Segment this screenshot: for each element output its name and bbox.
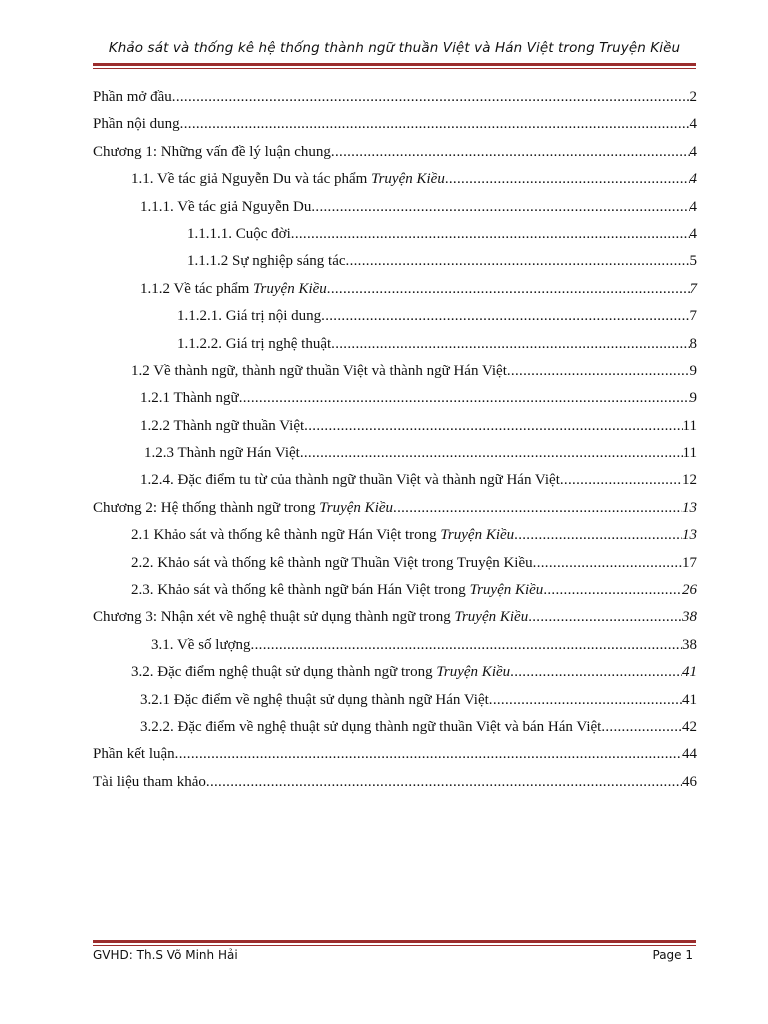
toc-entry-1-1-1-1[interactable] [93, 221, 697, 248]
toc-entry-label: 2.2. Khảo sát và thống kê thành ngữ Thuần Việt trong Truyện Kiều [131, 554, 533, 571]
toc-page-number: 44 [682, 746, 697, 763]
toc-page-number: 13 [682, 527, 697, 544]
toc-entry-label: 1.2.4. Đặc điểm tu từ của thành ngữ thuần Việt và thành ngữ Hán Việt [140, 472, 560, 489]
toc-leader-dots [172, 84, 690, 111]
toc-leader-dots [291, 221, 690, 248]
toc-entry-chuong-3[interactable] [93, 604, 697, 631]
toc-entry-label: 1.1.2 Về tác phẩm Truyện Kiều [140, 280, 327, 297]
toc-entry-label: 2.1 Khảo sát và thống kê thành ngữ Hán Việt trong Truyện Kiều [131, 527, 515, 544]
footer-page-number: Page 1 [652, 948, 693, 962]
toc-entry-phan-ket-luan[interactable] [93, 741, 697, 768]
toc-leader-dots [346, 248, 690, 275]
toc-page-number: 12 [682, 472, 697, 489]
toc-page-number: 7 [689, 280, 697, 297]
toc-page-number: 4 [689, 171, 697, 188]
toc-page-number: 41 [682, 664, 697, 681]
toc-entry-1-1-1-2[interactable] [93, 248, 697, 275]
toc-leader-dots [311, 194, 689, 221]
toc-leader-dots [445, 166, 690, 193]
toc-entry-label: 1.2.1 Thành ngữ [140, 390, 239, 407]
toc-leader-dots [206, 769, 682, 796]
toc-entry-2-3[interactable] [93, 577, 697, 604]
toc-leader-dots [251, 632, 682, 659]
toc-page-number: 26 [682, 582, 697, 599]
toc-leader-dots [543, 577, 682, 604]
toc-entry-label: Chương 2: Hệ thống thành ngữ trong Truyện Kiều [93, 499, 394, 516]
header-rule [93, 63, 696, 69]
toc-entry-label: 3.2.1 Đặc điểm về nghệ thuật sử dụng thành ngữ Hán Việt [140, 691, 489, 708]
toc-entry-1-2-3[interactable] [93, 440, 697, 467]
footer-advisor: GVHD: Th.S Võ Minh Hải [93, 948, 238, 962]
toc-entry-label: Phần nội dung [93, 116, 180, 133]
toc-page-number: 46 [682, 773, 697, 790]
toc-page-number: 4 [689, 116, 697, 133]
toc-entry-1-2-1[interactable] [93, 385, 697, 412]
toc-leader-dots [560, 467, 682, 494]
toc-entry-1-1-2-1[interactable] [93, 303, 697, 330]
toc-leader-dots [331, 331, 689, 358]
toc-entry-chuong-2[interactable] [93, 495, 697, 522]
toc-entry-label: 1.2.2 Thành ngữ thuần Việt [140, 417, 305, 434]
toc-page-number: 4 [689, 143, 697, 160]
toc-entry-label: 1.1.1.1. Cuộc đời [187, 225, 291, 242]
toc-leader-dots [510, 659, 682, 686]
toc-entry-3-2[interactable] [93, 659, 697, 686]
toc-entry-1-2-2[interactable] [93, 413, 697, 440]
toc-leader-dots [239, 385, 690, 412]
toc-leader-dots [514, 522, 682, 549]
toc-entry-label: 3.1. Về số lượng [151, 636, 251, 653]
toc-page-number: 13 [682, 499, 697, 516]
toc-page-number: 11 [682, 417, 697, 434]
toc-entry-1-2[interactable] [93, 358, 697, 385]
toc-leader-dots [507, 358, 690, 385]
toc-page-number: 41 [682, 691, 697, 708]
toc-entry-label: Phần kết luận [93, 746, 175, 763]
toc-page-number: 9 [689, 362, 697, 379]
toc-leader-dots [393, 495, 682, 522]
toc-entry-label: 2.3. Khảo sát và thống kê thành ngữ bán Hán Việt trong Truyện Kiều [131, 582, 544, 599]
toc-leader-dots [601, 714, 682, 741]
table-of-contents [93, 84, 697, 796]
toc-leader-dots [331, 139, 690, 166]
footer-rule [93, 940, 696, 946]
toc-entry-label: Phần mở đầu [93, 89, 172, 105]
toc-entry-label: 3.2.2. Đặc điểm về nghệ thuật sử dụng thành ngữ thuần Việt và bán Hán Việt [140, 718, 602, 735]
toc-leader-dots [528, 604, 682, 631]
toc-leader-dots [180, 111, 690, 138]
toc-leader-dots [304, 413, 682, 440]
toc-leader-dots [489, 687, 682, 714]
toc-entry-label: 1.1.1. Về tác giả Nguyễn Du [140, 198, 312, 215]
toc-page-number: 42 [682, 718, 697, 735]
toc-leader-dots [321, 303, 689, 330]
toc-page-number: 7 [689, 308, 697, 325]
toc-entry-1-2-4[interactable] [93, 467, 697, 494]
page-header-title: Khảo sát và thống kê hệ thống thành ngữ thuần Việt và Hán Việt trong Truyện Kiều [108, 40, 681, 56]
toc-entry-tai-lieu-tham-khao[interactable] [93, 769, 697, 796]
toc-page-number: 38 [682, 609, 697, 626]
toc-entry-3-1[interactable] [93, 632, 697, 659]
toc-entry-label: 1.2 Về thành ngữ, thành ngữ thuần Việt và thành ngữ Hán Việt [131, 362, 507, 379]
toc-entry-label: 1.1.1.2 Sự nghiệp sáng tác [187, 253, 346, 270]
toc-entry-phan-mo-dau[interactable] [93, 84, 697, 111]
toc-entry-label: 1.1. Về tác giả Nguyễn Du và tác phẩm Truyện Kiều [131, 171, 445, 188]
toc-entry-phan-noi-dung[interactable] [93, 111, 697, 138]
toc-entry-chuong-1[interactable] [93, 139, 697, 166]
toc-page-number: 38 [682, 636, 697, 653]
toc-page-number: 17 [682, 554, 697, 571]
toc-entry-2-2[interactable] [93, 550, 697, 577]
toc-entry-2-1[interactable] [93, 522, 697, 549]
toc-page-number: 4 [689, 198, 697, 215]
toc-entry-label: 1.1.2.1. Giá trị nội dung [177, 308, 322, 325]
toc-entry-label: Chương 3: Nhận xét về nghệ thuật sử dụng thành ngữ trong Truyện Kiều [93, 609, 529, 626]
toc-entry-label: Tài liệu tham khảo [93, 773, 206, 790]
toc-leader-dots [175, 741, 682, 768]
toc-entry-label: 1.1.2.2. Giá trị nghệ thuật [177, 335, 332, 352]
toc-entry-1-1-2-2[interactable] [93, 331, 697, 358]
toc-entry-1-1[interactable] [93, 166, 697, 193]
toc-leader-dots [300, 440, 683, 467]
toc-entry-3-2-1[interactable] [93, 687, 697, 714]
toc-page-number: 8 [689, 335, 697, 352]
toc-page-number: 9 [689, 390, 697, 407]
toc-entry-1-1-1[interactable] [93, 194, 697, 221]
toc-page-number: 2 [689, 89, 697, 105]
toc-leader-dots [327, 276, 690, 303]
toc-page-number: 5 [689, 253, 697, 270]
toc-entry-3-2-2[interactable] [93, 714, 697, 741]
toc-page-number: 4 [689, 225, 697, 242]
toc-entry-label: Chương 1: Những vấn đề lý luận chung [93, 143, 331, 160]
toc-leader-dots [533, 550, 682, 577]
toc-entry-label: 3.2. Đặc điểm nghệ thuật sử dụng thành ngữ trong Truyện Kiều [131, 664, 511, 681]
toc-page-number: 11 [682, 445, 697, 462]
toc-entry-label: 1.2.3 Thành ngữ Hán Việt [144, 445, 300, 462]
toc-entry-1-1-2[interactable] [93, 276, 697, 303]
